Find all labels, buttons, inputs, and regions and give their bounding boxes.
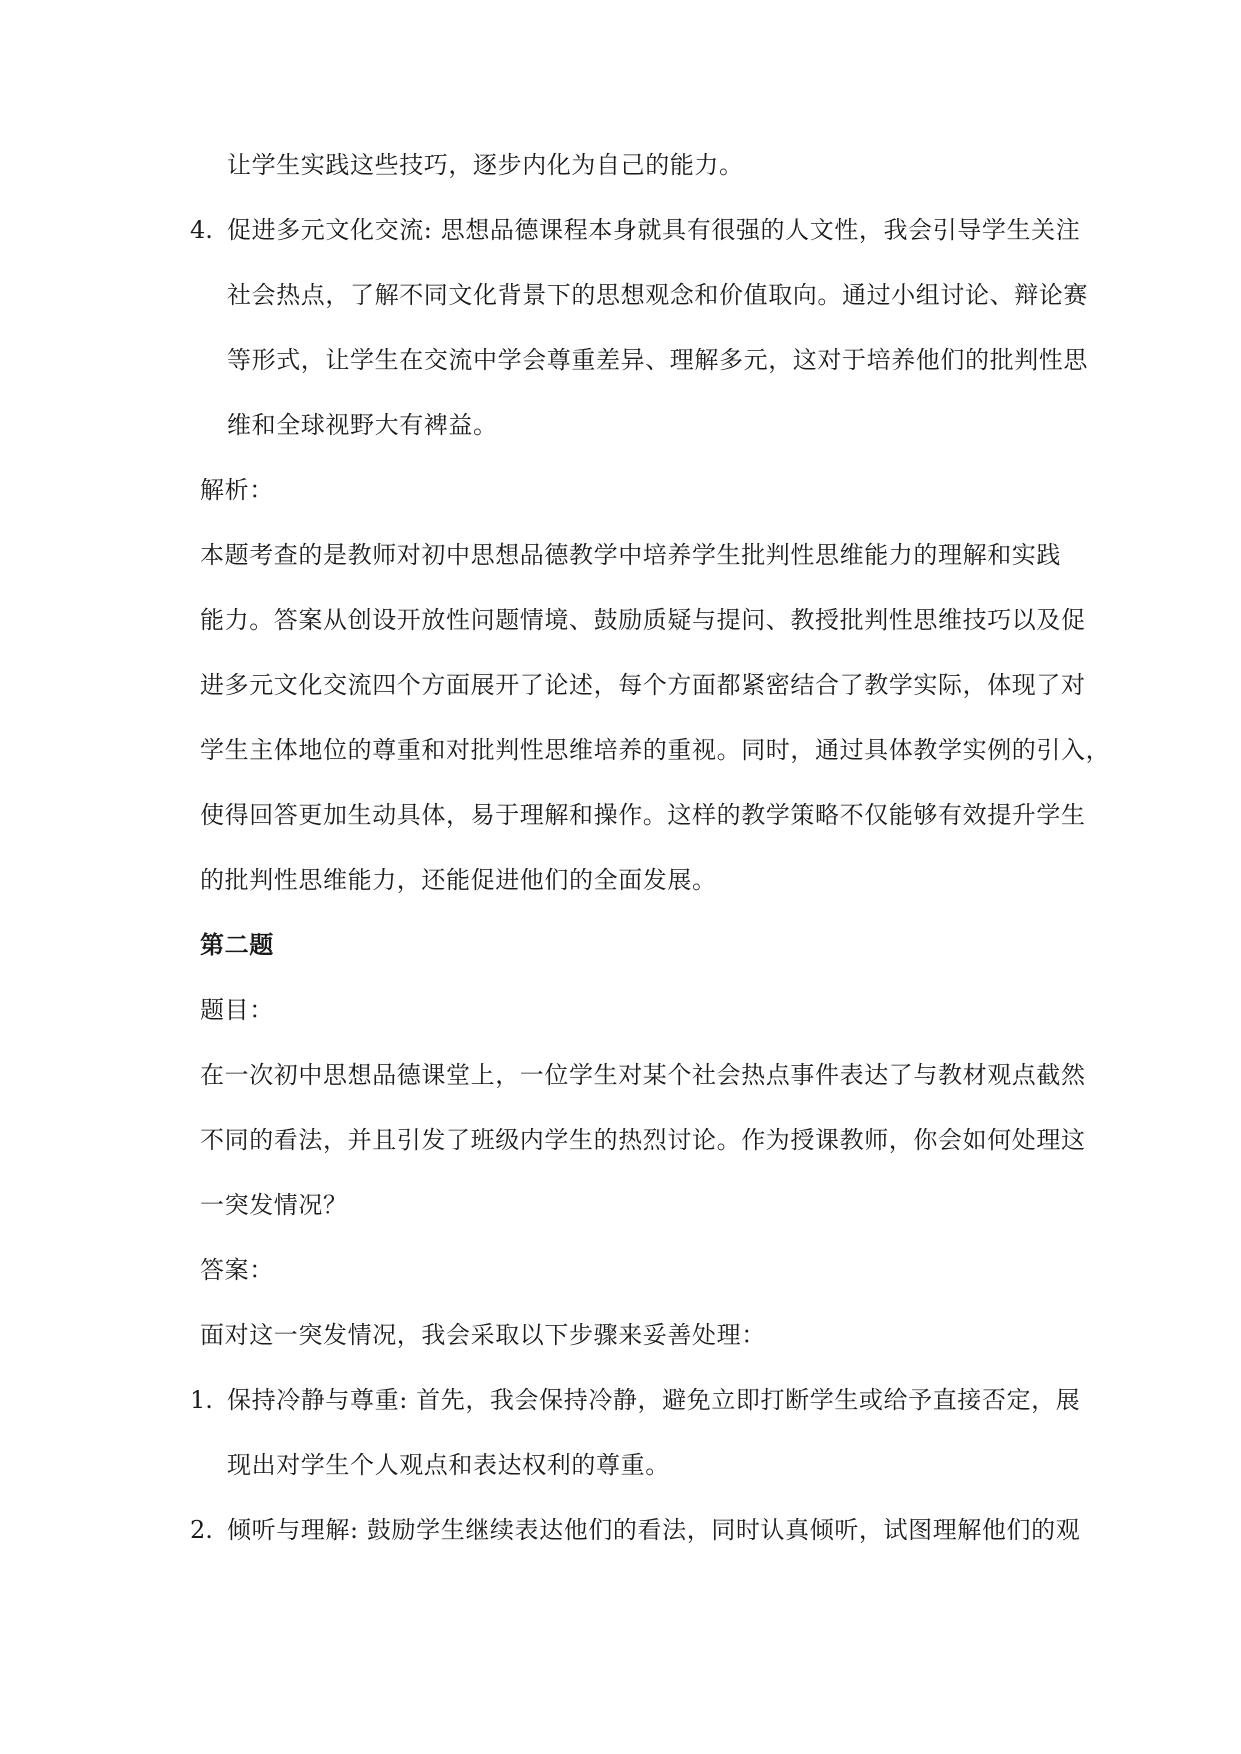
section-heading: 第二题	[200, 930, 274, 959]
list-item-2-line-1: 倾听与理解: 鼓励学生继续表达他们的看法，同时认真倾听，试图理解他们的观	[227, 1516, 1081, 1544]
paragraph-line: 学生主体地位的尊重和对批判性思维培养的重视。同时，通过具体教学实例的引入，	[200, 736, 1111, 764]
list-number: 2.	[190, 1516, 213, 1544]
paragraph-line: 使得回答更加生动具体，易于理解和操作。这样的教学策略不仅能够有效提升学生	[200, 801, 1086, 829]
text-line: 现出对学生个人观点和表达权利的尊重。	[227, 1451, 670, 1479]
text-line: 让学生实践这些技巧，逐步内化为自己的能力。	[227, 151, 744, 179]
paragraph-line: 的批判性思维能力，还能促进他们的全面发展。	[200, 866, 717, 894]
paragraph-line: 能力。答案从创设开放性问题情境、鼓励质疑与提问、教授批判性思维技巧以及促	[200, 606, 1086, 634]
list-number: 1.	[190, 1386, 213, 1414]
list-item-4-line-1: 促进多元文化交流: 思想品德课程本身就具有很强的人文性，我会引导学生关注	[227, 216, 1081, 244]
list-number: 4.	[190, 216, 213, 244]
paragraph-line: 进多元文化交流四个方面展开了论述，每个方面都紧密结合了教学实际，体现了对	[200, 671, 1086, 699]
list-item-1-line-1: 保持冷静与尊重: 首先，我会保持冷静，避免立即打断学生或给予直接否定，展	[227, 1386, 1081, 1414]
answer-label: 答案：	[200, 1256, 274, 1284]
text-line: 等形式，让学生在交流中学会尊重差异、理解多元，这对于培养他们的批判性思	[227, 346, 1088, 374]
paragraph-line: 不同的看法，并且引发了班级内学生的热烈讨论。作为授课教师，你会如何处理这	[200, 1126, 1086, 1154]
text-line: 社会热点，了解不同文化背景下的思想观念和价值取向。通过小组讨论、辩论赛	[227, 281, 1088, 309]
paragraph-line: 在一次初中思想品德课堂上，一位学生对某个社会热点事件表达了与教材观点截然	[200, 1061, 1086, 1089]
question-label: 题目：	[200, 996, 274, 1024]
text-line: 维和全球视野大有裨益。	[227, 411, 498, 439]
paragraph-line: 面对这一突发情况，我会采取以下步骤来妥善处理：	[200, 1321, 766, 1349]
analysis-label: 解析：	[200, 476, 274, 504]
paragraph-line: 本题考查的是教师对初中思想品德教学中培养学生批判性思维能力的理解和实践	[200, 541, 1061, 569]
paragraph-line: 一突发情况？	[200, 1191, 348, 1219]
